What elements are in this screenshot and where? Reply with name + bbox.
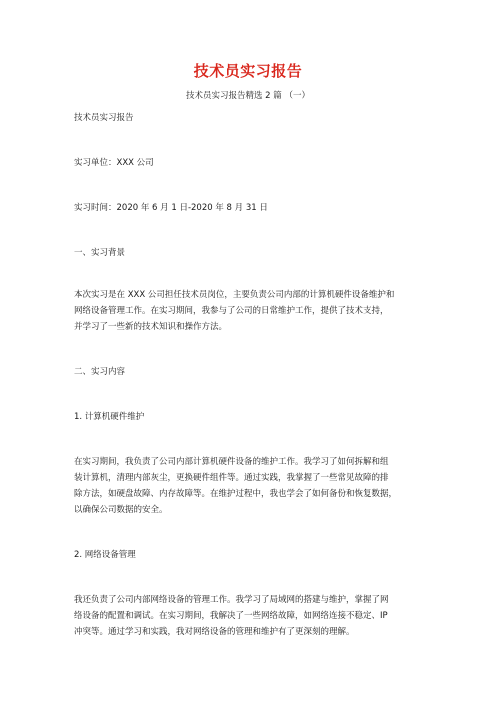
subsection-heading-network: 2. 网络设备管理 xyxy=(74,550,136,560)
document-subtitle: 技术员实习报告精选 2 篇 （一） xyxy=(185,91,310,101)
paragraph-line: 我还负责了公司内部网络设备的管理工作。我学习了局域网的搭建与维护，掌握了网 xyxy=(74,595,389,605)
internship-time: 实习时间：2020 年 6 月 1 日-2020 年 8 月 31 日 xyxy=(74,203,268,213)
section-heading-background: 一、实习背景 xyxy=(74,248,126,258)
paragraph-line: 并学习了一些新的技术知识和操作方法。 xyxy=(74,322,228,332)
paragraph-line: 以确保公司数据的安全。 xyxy=(74,505,168,515)
document-title: 技术员实习报告 xyxy=(193,62,303,80)
section-heading-content: 二、实习内容 xyxy=(74,367,126,377)
report-heading: 技术员实习报告 xyxy=(74,113,134,123)
paragraph-line: 装计算机，清理内部灰尘，更换硬件组件等。通过实践，我掌握了一些常见故障的排 xyxy=(74,473,389,483)
paragraph-line: 冲突等。通过学习和实践，我对网络设备的管理和维护有了更深刻的理解。 xyxy=(74,627,355,637)
paragraph-line: 络设备的配置和调试。在实习期间，我解决了一些网络故障，如网络连接不稳定、IP xyxy=(74,611,388,621)
paragraph-line: 在实习期间，我负责了公司内部计算机硬件设备的维护工作。我学习了如何拆解和组 xyxy=(74,457,389,467)
internship-unit: 实习单位：XXX 公司 xyxy=(74,158,154,168)
paragraph-line: 除方法，如硬盘故障、内存故障等。在维护过程中，我也学会了如何备份和恢复数据， xyxy=(74,489,398,499)
document-body xyxy=(74,110,434,640)
paragraph-line: 网络设备管理工作。在实习期间，我参与了公司的日常维护工作，提供了技术支持， xyxy=(74,306,389,316)
paragraph-line: 本次实习是在 XXX 公司担任技术员岗位，主要负责公司内部的计算机硬件设备维护和 xyxy=(74,290,395,300)
subsection-heading-hardware: 1. 计算机硬件维护 xyxy=(74,412,145,422)
